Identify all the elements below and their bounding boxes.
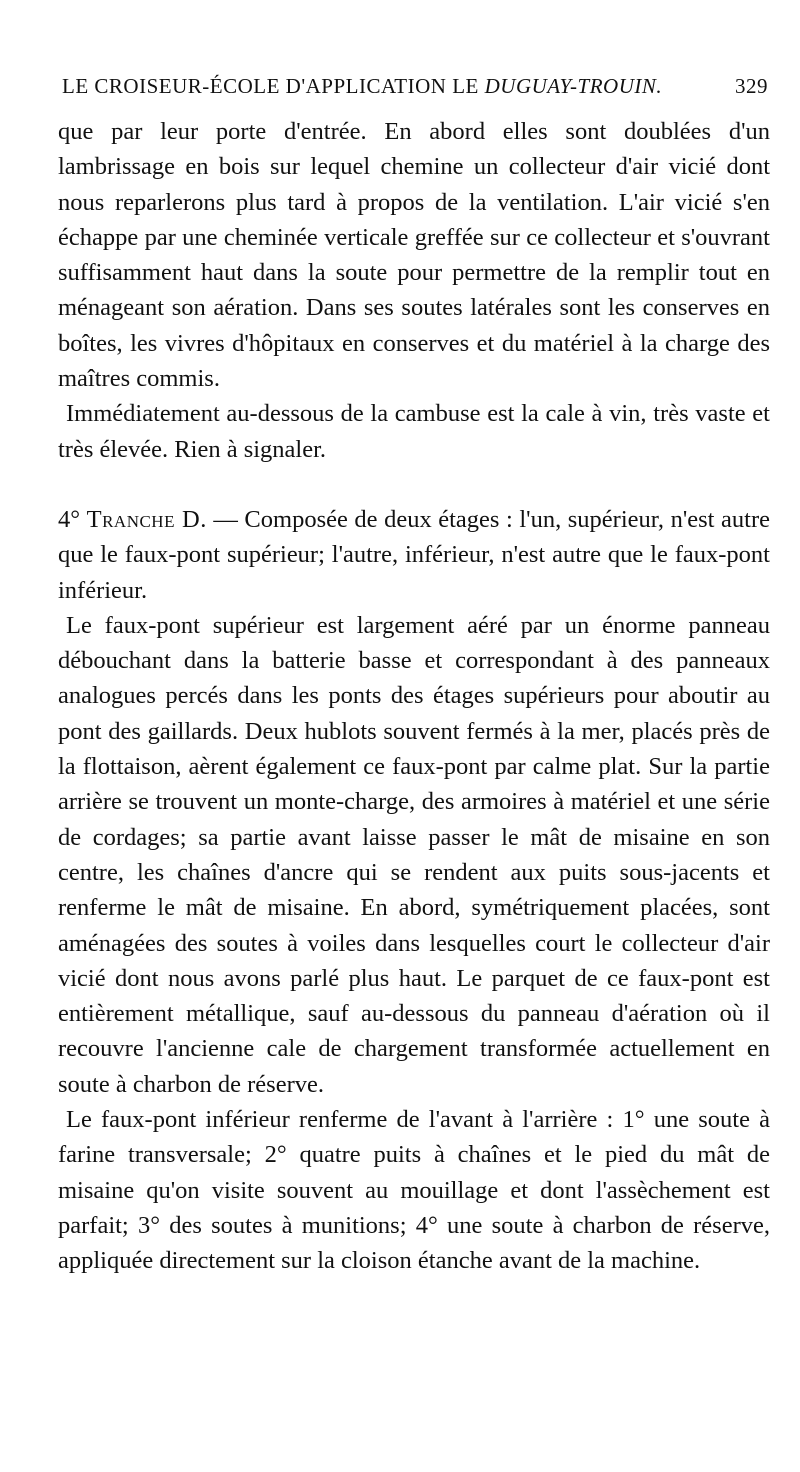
paragraph: Immédiatement au-dessous de la cambuse est la cale à vin, très vaste et très élevée. Rien à signaler. (58, 400, 770, 463)
body-text (58, 114, 770, 1279)
paragraph: Le faux-pont inférieur renferme de l'avant à l'arrière : 1° une soute à farine transversale; 2° quatre puits à chaînes et le pied du mât de misaine qu'on visite souvent au mouillage et dont l'assèchement est parfait; 3° des soutes à munitions; 4° une soute à charbon de réserve, appliquée directement sur la cloison étanche avant de la machine. (58, 1106, 770, 1275)
section-number: 4° (58, 505, 81, 533)
page-number: 329 (735, 74, 768, 98)
section-text: — Composée de deux étages : l'un, supérieur, n'est autre que le faux-pont supérieur; l'autre, inférieur, n'est autre que le faux-pont inférieur. (58, 505, 770, 604)
paragraph: que par leur porte d'entrée. En abord elles sont doublées d'un lambrissage en bois sur lequel chemine un collecteur d'air vicié dont nous reparlerons plus tard à propos de la ventilation. L'air vicié s'en échappe par une cheminée verticale greffée sur ce collecteur et s'ouvrant suffisamment haut dans la soute pour permettre de la remplir tout en ménageant son aération. Dans ses soutes latérales sont les conserves en boîtes, les vivres d'hôpitaux en conserves et du matériel à la charge des maîtres commis. (58, 118, 770, 393)
running-header (62, 74, 768, 104)
running-title-text: LE CROISEUR-ÉCOLE D'APPLICATION LE (62, 74, 479, 98)
section-label: Tranche D. (86, 505, 207, 533)
running-title (62, 74, 662, 99)
section-paragraph (58, 502, 770, 608)
ship-name: DUGUAY-TROUIN. (484, 74, 663, 98)
paragraph: Le faux-pont supérieur est largement aéré par un énorme panneau débouchant dans la batterie basse et correspondant à des panneaux analogues percés dans les ponts des étages supérieurs pour aboutir au pont des gaillards. Deux hublots souvent fermés à la mer, placés près de la flottaison, aèrent également ce faux-pont par calme plat. Sur la partie arrière se trouvent un monte-charge, des armoires à matériel et une série de cordages; sa partie avant laisse passer le mât de misaine en son centre, les chaînes d'ancre qui se rendent aux puits sous-jacents et renferme le mât de misaine. En abord, symétriquement placées, sont aménagées des soutes à voiles dans lesquelles court le collecteur d'air vicié dont nous avons parlé plus haut. Le parquet de ce faux-pont est entièrement métallique, sauf au-dessous du panneau d'aération où il recouvre l'ancienne cale de chargement transformée actuellement en soute à charbon de réserve. (58, 611, 770, 1098)
